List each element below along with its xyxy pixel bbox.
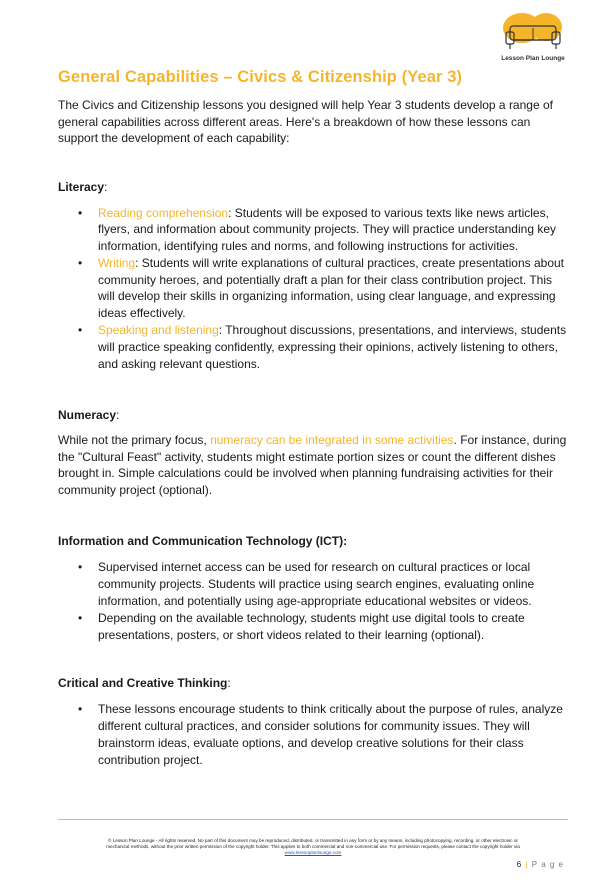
logo (498, 10, 568, 66)
highlight-text: Reading comprehension (98, 205, 229, 220)
intro-paragraph: The Civics and Citizenship lessons you designed will help Year 3 students develop a range of general capabilities across different areas. Here's a breakdown of how these lessons can support the development of each capability: (58, 98, 553, 145)
literacy-list (58, 205, 568, 373)
critical-thinking-heading: Critical and Creative Thinking: (58, 676, 231, 691)
bullet-icon: • (78, 610, 83, 625)
page-content (58, 68, 568, 769)
highlight-text: numeracy can be integrated in some activities (210, 433, 454, 448)
ict-list (58, 559, 568, 643)
list-item: • Speaking and listening: Throughout discussions, presentations, and interviews, students will practice speaking confidently, expressing their opinions, actively listening to others, and asking relevant questions. (78, 323, 567, 371)
website-link[interactable]: www.lessonplanlounge.com (284, 850, 342, 855)
page-footer (58, 819, 568, 869)
highlight-text: Writing (98, 255, 136, 270)
list-item: • Supervised internet access can be used for research on cultural practices or local community projects. Students will practice using search engines, evaluating online information, and potentially using age-appropriate educational websites or videos. (78, 560, 535, 609)
numeracy-paragraph: While not the primary focus, numeracy can be integrated in some activities. For instance, during the "Cultural Feast" activity, students might estimate portion sizes or count the different dishes brought in. Simple calculations could be involved when planning fundraising activities for their community project (optional). (58, 433, 567, 497)
page-title: General Capabilities – Civics & Citizenship (Year 3) (58, 68, 463, 86)
list-item: • These lessons encourage students to think critically about the purpose of rules, analyze different cultural practices, and consider solutions for community issues. They will brainstorm ideas, evaluate options, and develop creative solutions for their class contribution project. (78, 702, 563, 767)
ict-heading: Information and Communication Technology (ICT): (58, 534, 348, 549)
list-item: • Writing: Students will write explanations of cultural practices, create presentations about community heroes, and potentially draft a plan for their class contribution project. This will develop their skills in organizing information, using clear language, and expressing ideas effectively. (78, 255, 565, 321)
list-item: • Reading comprehension: Students will be exposed to various texts like news articles, flyers, and information about community projects. They will practice understanding key information, identifying rules and norms, and following instructions for activities. (78, 205, 556, 254)
numeracy-heading: Numeracy: (58, 408, 120, 423)
bullet-icon: • (78, 702, 83, 717)
bullet-icon: • (78, 560, 83, 575)
copyright-notice: © Lesson Plan Lounge - All rights reserved. No part of this document may be reproduced, distributed, or transmitted in any form or by any means, including photocopying, recording, or other electronic or mechanical methods, without the prior written permission of the copyright holder. This applies to both commercial and non-commercial use. For permission requests, please contact the copyright holder via www.lessonplanlounge.com (106, 838, 520, 855)
page-number: 6 | P a g e (516, 860, 564, 869)
list-item: • Depending on the available technology, students might use digital tools to create presentations, posters, or short videos related to their learning (optional). (78, 610, 525, 642)
bullet-icon: • (78, 323, 83, 338)
critical-thinking-list (58, 701, 568, 768)
logo-text: Lesson Plan Lounge (501, 55, 565, 62)
highlight-text: Speaking and listening (98, 323, 219, 338)
literacy-heading: Literacy: (58, 179, 108, 194)
bullet-icon: • (78, 255, 83, 270)
yellow-couch-icon (498, 10, 568, 54)
bullet-icon: • (78, 205, 83, 220)
